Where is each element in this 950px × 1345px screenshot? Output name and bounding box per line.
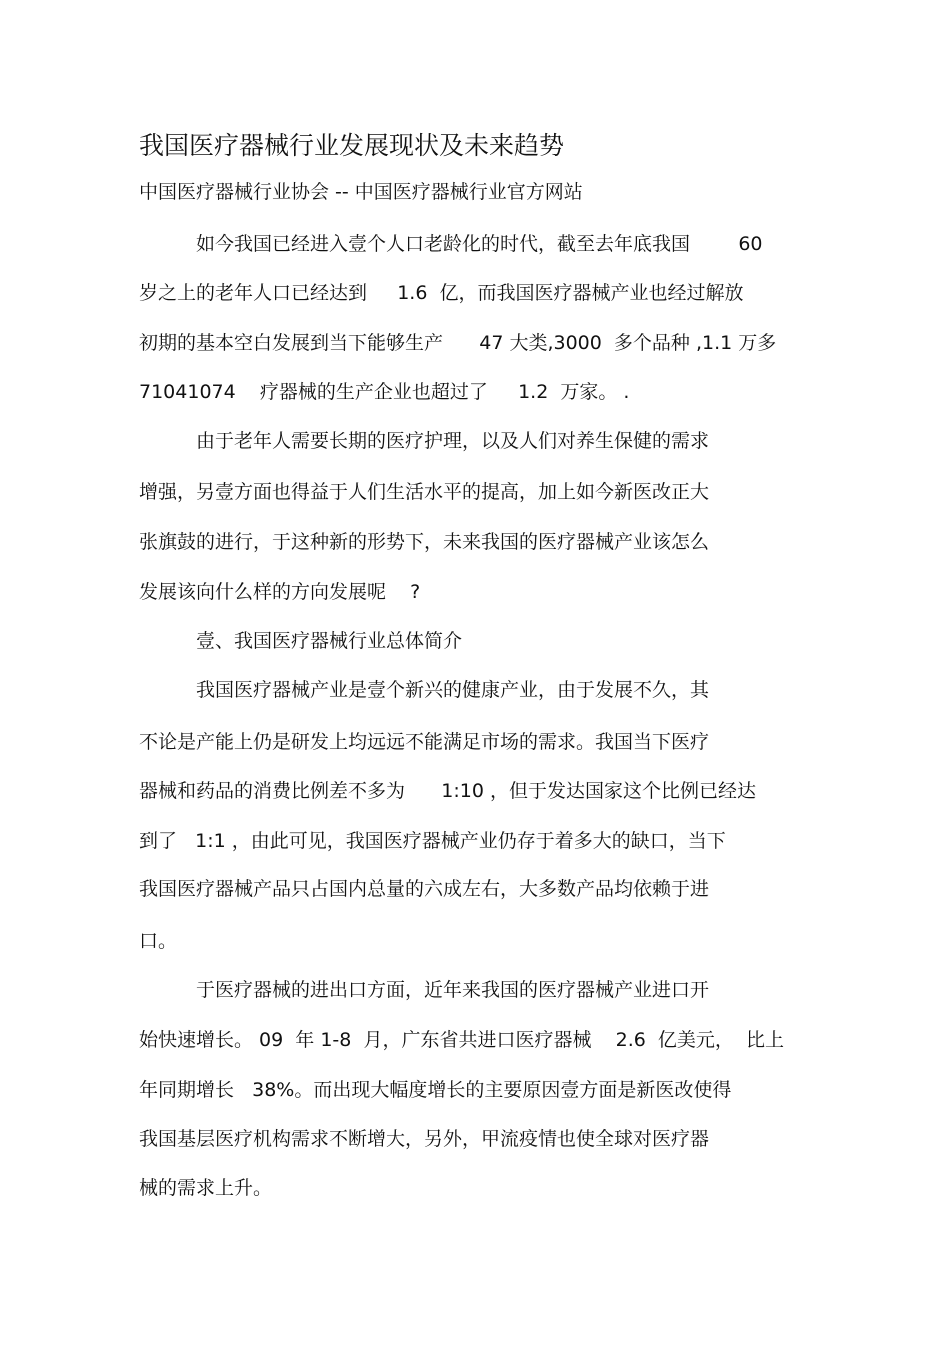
body-line: 年同期增长 38%。而出现大幅度增长的主要原因壹方面是新医改使得: [139, 1079, 732, 1101]
body-line: 如今我国已经进入壹个人口老龄化的时代，截至去年底我国 60: [196, 233, 763, 255]
document-title: 我国医疗器械行业发展现状及未来趋势: [139, 131, 565, 160]
body-line: 张旗鼓的进行，于这种新的形势下，未来我国的医疗器械产业该怎么: [139, 531, 710, 553]
body-line: 增强，另壹方面也得益于人们生活水平的提高，加上如今新医改正大: [139, 481, 710, 503]
body-line: 我国医疗器械产业是壹个新兴的健康产业，由于发展不久，其: [196, 679, 710, 701]
body-line: 我国医疗器械产品只占国内总量的六成左右，大多数产品均依赖于进: [139, 878, 710, 900]
body-line: 到了 1:1 ，由此可见，我国医疗器械产业仍存于着多大的缺口，当下: [139, 830, 726, 852]
body-line: 口。: [139, 930, 178, 952]
body-line: 器械和药品的消费比例差不多为 1:10 ，但于发达国家这个比例已经达: [139, 780, 756, 802]
body-line: 不论是产能上仍是研发上均远远不能满足市场的需求。我国当下医疗: [139, 731, 710, 753]
document-source: 中国医疗器械行业协会 -- 中国医疗器械行业官方网站: [139, 181, 583, 203]
section-heading: 壹、我国医疗器械行业总体简介: [196, 630, 463, 652]
body-line: 初期的基本空白发展到当下能够生产 47 大类,3000 多个品种 ,1.1 万多: [139, 332, 777, 354]
body-line: 始快速增长。 09 年 1-8 月，广东省共进口医疗器械 2.6 亿美元， 比上: [139, 1029, 784, 1051]
body-line: 械的需求上升。: [139, 1177, 273, 1199]
body-line: 71041074 疗器械的生产企业也超过了 1.2 万家。 .: [139, 381, 630, 403]
body-line: 发展该向什么样的方向发展呢 ?: [139, 581, 421, 603]
body-line: 由于老年人需要长期的医疗护理，以及人们对养生保健的需求: [196, 430, 710, 452]
body-line: 我国基层医疗机构需求不断增大，另外，甲流疫情也使全球对医疗器: [139, 1128, 710, 1150]
body-line: 岁之上的老年人口已经达到 1.6 亿，而我国医疗器械产业也经过解放: [139, 282, 744, 304]
body-line: 于医疗器械的进出口方面，近年来我国的医疗器械产业进口开: [196, 979, 710, 1001]
